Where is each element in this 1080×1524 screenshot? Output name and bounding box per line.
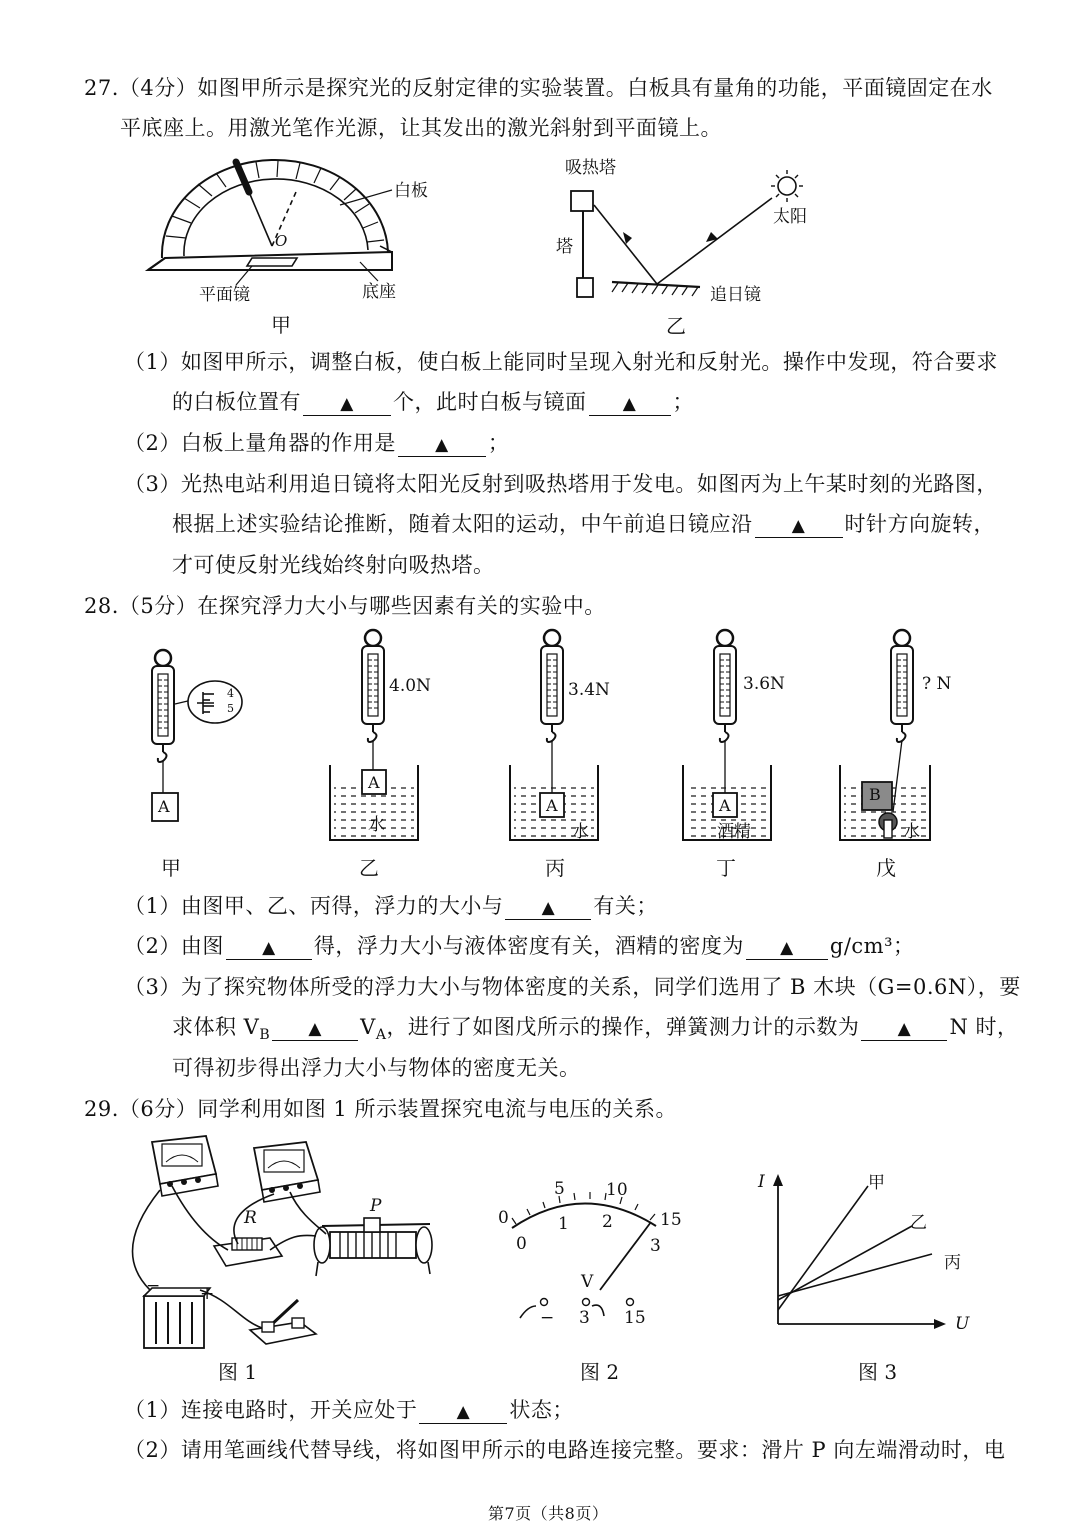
q27-part2: （2）白板上量角器的作用是 ▲ ； — [124, 431, 510, 455]
q28-part1: （1）由图甲、乙、丙得，浮力的大小与 ▲ 有关； — [124, 894, 658, 918]
liquid-wu: 水 — [903, 822, 920, 842]
terminal-minus: − — [540, 1308, 555, 1328]
q27-part3-line1: （3）光热电站利用追日镜将太阳光反射到吸热塔用于发电。如图丙为上午某时刻的光路图， — [124, 472, 998, 496]
caption-bing-28: 丙 — [545, 856, 565, 880]
label-p: P — [370, 1196, 382, 1216]
answer-blank[interactable]: ▲ — [419, 1399, 507, 1424]
label-xireta: 吸热塔 — [565, 158, 616, 178]
axis-label-i: I — [758, 1172, 765, 1192]
dial-top-10: 10 — [606, 1180, 628, 1200]
q29-part2: （2）请用笔画线代替导线，将如图甲所示的电路连接完整。要求：滑片 P 向左端滑动时，电 — [124, 1438, 1006, 1462]
answer-blank[interactable]: ▲ — [746, 935, 828, 960]
label-baiban: 白板 — [394, 181, 428, 201]
q27-stem-line2: 平底座上。用激光笔作光源，让其发出的激光斜射到平面镜上。 — [120, 116, 722, 140]
caption-yi-28: 乙 — [359, 856, 379, 880]
liquid-ding: 酒精 — [717, 822, 751, 842]
dial-top-0: 0 — [498, 1208, 509, 1228]
caption-fig3: 图 3 — [858, 1360, 898, 1384]
label-dizuo: 底座 — [362, 282, 396, 302]
dial-bottom-2: 2 — [602, 1212, 613, 1232]
dial-bottom-3: 3 — [650, 1236, 661, 1256]
label-taiyang: 太阳 — [773, 207, 807, 227]
reading-bing: 3.4N — [568, 680, 610, 700]
block-b-wu: B — [869, 785, 881, 804]
terminal-3: 3 — [579, 1308, 590, 1328]
q29-stem: 29.（6分）同学利用如图 1 所示装置探究电流与电压的关系。 — [84, 1097, 677, 1121]
answer-blank[interactable]: ▲ — [505, 895, 591, 920]
reading-wu: ? N — [922, 674, 952, 694]
series-label-bing: 丙 — [944, 1253, 961, 1273]
caption-fig1: 图 1 — [218, 1360, 258, 1384]
label-zhuirijing: 追日镜 — [710, 285, 761, 305]
caption-fig2: 图 2 — [580, 1360, 620, 1384]
dial-top-15: 15 — [660, 1210, 682, 1230]
block-a-yi: A — [368, 773, 380, 792]
answer-blank[interactable]: ▲ — [861, 1016, 947, 1041]
block-a-ding: A — [719, 796, 731, 815]
q29-part1: （1）连接电路时，开关应处于 ▲ 状态； — [124, 1398, 574, 1422]
reading-ding: 3.6N — [743, 674, 785, 694]
series-label-yi: 乙 — [910, 1213, 927, 1233]
q27-part1-line2: 的白板位置有 ▲ 个，此时白板与镜面 ▲ ； — [172, 390, 694, 414]
axis-label-u: U — [955, 1314, 970, 1334]
dial-label-v: V — [581, 1272, 594, 1292]
caption-jia: 甲 — [271, 313, 291, 337]
caption-wu-28: 戊 — [876, 856, 896, 880]
label-battery-minus: − — [146, 1276, 161, 1296]
page-footer: 第7页（共8页） — [488, 1504, 609, 1523]
dial-bottom-0: 0 — [516, 1234, 527, 1254]
reading-yi: 4.0N — [389, 676, 431, 696]
series-label-jia: 甲 — [868, 1173, 885, 1193]
liquid-bing: 水 — [572, 822, 589, 842]
q28-part3-line3: 可得初步得出浮力大小与物体的密度无关。 — [172, 1056, 581, 1080]
line-jia — [778, 1186, 868, 1310]
scale-mark-5: 5 — [227, 702, 234, 715]
caption-yi: 乙 — [666, 314, 686, 338]
q28-part3-line1: （3）为了探究物体所受的浮力大小与物体密度的关系，同学们选用了 B 木块（G=0.6N），要 — [124, 975, 1021, 999]
caption-ding-28: 丁 — [716, 856, 736, 880]
q27-stem-line1: 27.（4分）如图甲所示是探究光的反射定律的实验装置。白板具有量角的功能，平面镜固定在水 — [84, 76, 993, 100]
scale-mark-4: 4 — [227, 687, 234, 700]
q27-part1-line1: （1）如图甲所示，调整白板，使白板上能同时呈现入射光和反射光。操作中发现，符合要求 — [124, 350, 998, 374]
block-a-bing: A — [546, 796, 558, 815]
q28-stem: 28.（5分）在探究浮力大小与哪些因素有关的实验中。 — [84, 594, 606, 618]
block-a-jia: A — [158, 797, 170, 816]
q27-part3-line2: 根据上述实验结论推断，随着太阳的运动，中午前追日镜应沿 ▲ 时针方向旋转， — [172, 512, 995, 536]
answer-blank[interactable]: ▲ — [589, 391, 671, 416]
answer-blank[interactable]: ▲ — [272, 1016, 358, 1041]
line-yi — [778, 1226, 912, 1300]
dial-bottom-1: 1 — [558, 1214, 569, 1234]
label-point-o: O — [275, 232, 288, 250]
label-battery-plus: + — [200, 1284, 215, 1304]
liquid-yi: 水 — [368, 815, 385, 835]
label-r: R — [244, 1208, 257, 1228]
answer-blank[interactable]: ▲ — [303, 391, 391, 416]
label-pingmianjing: 平面镜 — [199, 285, 250, 305]
q28-part3-line2: 求体积 $V_B$ ▲ $V_A$，进行了如图戊所示的操作，弹簧测力计的示数为 ▲ N 时， — [172, 1015, 1019, 1044]
q28-part2: （2）由图 ▲ 得，浮力大小与液体密度有关，酒精的密度为 ▲ g/cm³； — [124, 934, 915, 958]
caption-jia-28: 甲 — [161, 856, 181, 880]
answer-blank[interactable]: ▲ — [398, 432, 486, 457]
line-bing — [778, 1254, 932, 1296]
q27-part3-line3: 才可使反射光线始终射向吸热塔。 — [172, 553, 495, 577]
answer-blank[interactable]: ▲ — [226, 935, 312, 960]
dial-top-5: 5 — [554, 1179, 565, 1199]
terminal-15: 15 — [624, 1308, 646, 1328]
answer-blank[interactable]: ▲ — [755, 513, 843, 538]
label-ta: 塔 — [556, 237, 573, 257]
